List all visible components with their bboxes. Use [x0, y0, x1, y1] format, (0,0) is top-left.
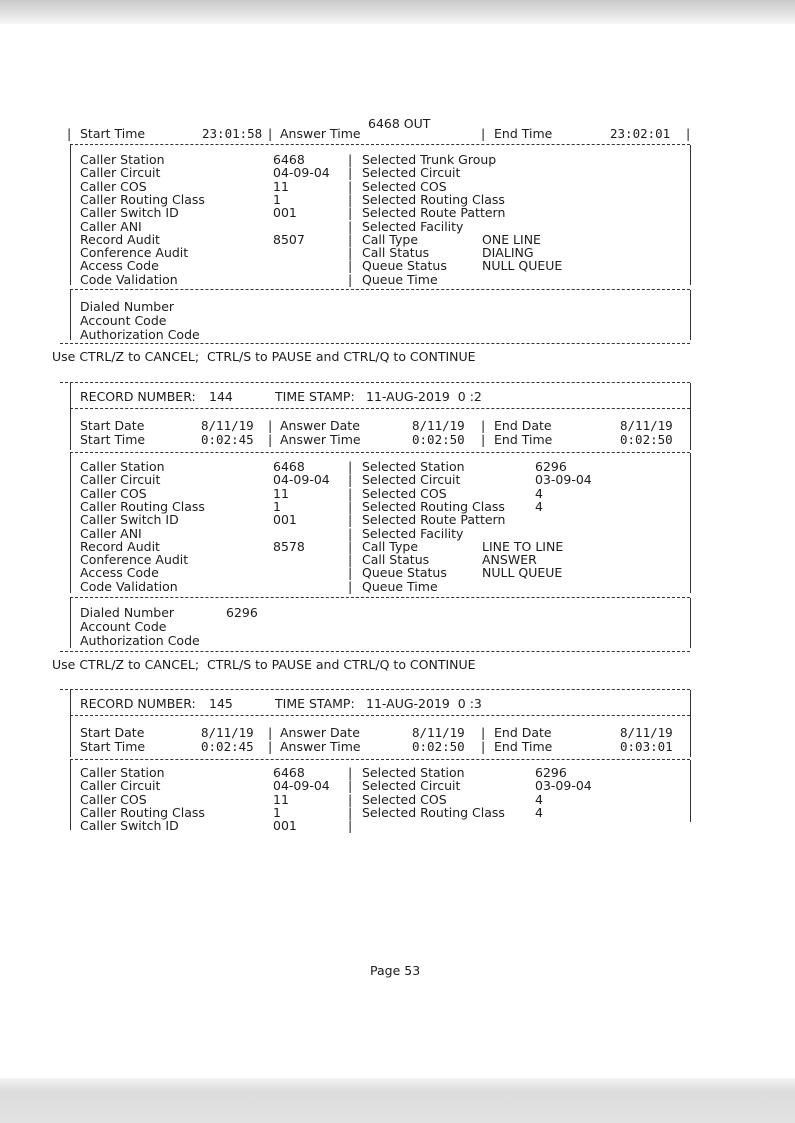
selected-field-label: Queue Time — [362, 578, 438, 594]
start-time-label: Start Time — [80, 739, 146, 754]
column-divider: | — [348, 778, 353, 794]
dashed-rule — [60, 651, 690, 652]
selected-field-value: 4 — [535, 485, 543, 501]
row-pipe: | — [268, 725, 273, 740]
column-divider: | — [348, 178, 353, 194]
selected-field-label: Call Type — [362, 538, 419, 554]
row-pipe: | — [481, 418, 486, 433]
selected-field-value: 4 — [535, 498, 543, 514]
authorization-code-label: Authorization Code — [80, 633, 200, 648]
selected-field-value: 4 — [535, 791, 543, 807]
column-divider: | — [348, 538, 353, 554]
start-time-value: 0:02:45 — [201, 432, 254, 447]
time-stamp-value: 11-AUG-2019 0 :2 — [366, 389, 482, 404]
row-pipe: | — [268, 432, 273, 447]
selected-field-value: ONE LINE — [482, 231, 541, 247]
caller-field-label: Caller COS — [80, 791, 147, 807]
record-heading: 6468 OUT — [368, 116, 431, 131]
row-pipe: | — [268, 418, 273, 433]
account-code-label: Account Code — [80, 313, 167, 328]
selected-field-label: Selected Routing Class — [362, 191, 505, 207]
field-row — [0, 273, 795, 287]
caller-field-label: Caller ANI — [80, 218, 142, 234]
control-prompt: Use CTRL/Z to CANCEL; CTRL/S to PAUSE and CTRL/Q to CONTINUE — [52, 349, 476, 364]
caller-field-label: Conference Audit — [80, 245, 189, 261]
row-pipe: | — [686, 126, 691, 141]
answer-date-value: 8/11/19 — [412, 725, 465, 740]
caller-field-value: 11 — [273, 791, 289, 807]
column-divider: | — [348, 245, 353, 261]
left-border — [70, 723, 71, 757]
control-prompt: Use CTRL/Z to CANCEL; CTRL/S to PAUSE and CTRL/Q to CONTINUE — [52, 657, 476, 672]
time-stamp-label: TIME STAMP: — [275, 389, 355, 404]
answer-date-label: Answer Date — [280, 725, 360, 740]
scan-edge-bottom — [0, 1078, 795, 1123]
dashed-rule — [60, 343, 690, 344]
selected-field-value: DIALING — [482, 245, 534, 261]
column-divider: | — [348, 498, 353, 514]
caller-field-value: 1 — [273, 498, 281, 514]
selected-field-value: 6296 — [535, 765, 567, 780]
caller-field-value: 1 — [273, 804, 281, 820]
column-divider: | — [348, 578, 353, 594]
start-date-label: Start Date — [80, 725, 145, 740]
end-date-value: 8/11/19 — [620, 418, 673, 433]
start-time-value: 23:01:58 — [202, 126, 263, 141]
selected-field-label: Selected COS — [362, 791, 447, 807]
row-pipe: | — [268, 126, 273, 141]
caller-field-label: Caller ANI — [80, 525, 142, 541]
column-divider: | — [348, 565, 353, 581]
record-number-label: RECORD NUMBER: — [80, 389, 196, 404]
caller-field-value: 6468 — [273, 152, 305, 167]
selected-field-value: NULL QUEUE — [482, 565, 563, 581]
caller-field-label: Record Audit — [80, 231, 160, 247]
column-divider: | — [348, 205, 353, 221]
start-date-label: Start Date — [80, 418, 145, 433]
selected-field-value: 4 — [535, 804, 543, 820]
end-time-value: 23:02:01 — [610, 126, 671, 141]
caller-field-value: 8507 — [273, 231, 305, 247]
answer-time-label: Answer Time — [280, 432, 361, 447]
answer-time-label: Answer Time — [280, 739, 361, 754]
column-divider: | — [348, 804, 353, 820]
row-pipe: | — [268, 739, 273, 754]
record-number-value: 144 — [209, 389, 233, 404]
selected-field-label: Selected Facility — [362, 525, 464, 541]
answer-time-value: 0:02:50 — [412, 432, 465, 447]
column-divider: | — [348, 271, 353, 287]
caller-field-value: 04-09-04 — [273, 165, 330, 181]
dialed-number-label: Dialed Number — [80, 605, 175, 620]
selected-field-label: Selected Routing Class — [362, 804, 505, 820]
dashed-rule — [70, 452, 690, 453]
selected-field-value: 03-09-04 — [535, 778, 592, 794]
answer-time-label: Answer Time — [280, 126, 361, 141]
caller-field-value: 11 — [273, 485, 289, 501]
caller-field-label: Caller Routing Class — [80, 191, 205, 207]
selected-field-label: Selected Routing Class — [362, 498, 505, 514]
dashed-rule — [70, 408, 690, 409]
dashed-rule — [60, 689, 690, 690]
caller-field-label: Code Validation — [80, 271, 178, 287]
caller-field-value: 001 — [273, 205, 297, 221]
column-divider: | — [348, 512, 353, 528]
caller-field-value: 04-09-04 — [273, 778, 330, 794]
field-row — [0, 580, 795, 594]
dashed-rule — [70, 759, 690, 760]
caller-field-label: Caller Routing Class — [80, 498, 205, 514]
answer-date-value: 8/11/19 — [412, 418, 465, 433]
right-border — [690, 416, 691, 450]
caller-field-label: Caller Station — [80, 152, 165, 167]
record-number-label: RECORD NUMBER: — [80, 696, 196, 711]
column-divider: | — [348, 485, 353, 501]
end-time-label: End Time — [494, 432, 553, 447]
start-time-value: 0:02:45 — [201, 739, 254, 754]
caller-field-value: 001 — [273, 512, 297, 528]
selected-field-label: Selected Trunk Group — [362, 152, 497, 167]
column-divider: | — [348, 258, 353, 274]
selected-field-label: Selected Route Pattern — [362, 512, 506, 528]
selected-field-label: Selected Facility — [362, 218, 464, 234]
selected-field-label: Selected Station — [362, 459, 465, 474]
selected-field-label: Selected COS — [362, 485, 447, 501]
start-date-value: 8/11/19 — [201, 725, 254, 740]
left-border — [70, 290, 71, 340]
right-border — [690, 290, 691, 340]
dashed-rule — [70, 289, 690, 290]
caller-field-label: Code Validation — [80, 578, 178, 594]
column-divider: | — [348, 791, 353, 807]
column-divider: | — [348, 459, 353, 474]
selected-field-label: Selected COS — [362, 178, 447, 194]
caller-field-label: Caller Station — [80, 765, 165, 780]
selected-field-label: Selected Circuit — [362, 778, 461, 794]
column-divider: | — [348, 472, 353, 488]
caller-field-value: 6468 — [273, 765, 305, 780]
caller-field-value: 11 — [273, 178, 289, 194]
caller-field-label: Record Audit — [80, 538, 160, 554]
end-time-label: End Time — [494, 126, 553, 141]
caller-field-label: Caller Switch ID — [80, 205, 179, 221]
selected-field-label: Queue Status — [362, 565, 447, 581]
row-pipe: | — [67, 126, 72, 141]
dialed-number-value: 6296 — [226, 605, 258, 620]
caller-field-label: Caller Circuit — [80, 778, 161, 794]
page-number: Page 53 — [370, 963, 421, 978]
end-time-value: 0:03:01 — [620, 739, 673, 754]
start-time-label: Start Time — [80, 432, 146, 447]
column-divider: | — [348, 231, 353, 247]
caller-field-label: Caller COS — [80, 485, 147, 501]
dialed-number-label: Dialed Number — [80, 299, 175, 314]
caller-field-label: Caller Routing Class — [80, 804, 205, 820]
column-divider: | — [348, 191, 353, 207]
column-divider: | — [348, 552, 353, 568]
selected-field-label: Selected Station — [362, 765, 465, 780]
left-border — [70, 416, 71, 450]
caller-field-value: 001 — [273, 818, 297, 834]
row-pipe: | — [481, 432, 486, 447]
caller-field-value: 8578 — [273, 538, 305, 554]
selected-field-value: 03-09-04 — [535, 472, 592, 488]
caller-field-label: Caller Circuit — [80, 165, 161, 181]
end-time-value: 0:02:50 — [620, 432, 673, 447]
column-divider: | — [348, 525, 353, 541]
row-pipe: | — [481, 725, 486, 740]
dashed-rule — [70, 144, 690, 145]
end-date-value: 8/11/19 — [620, 725, 673, 740]
start-date-value: 8/11/19 — [201, 418, 254, 433]
selected-field-label: Selected Route Pattern — [362, 205, 506, 221]
caller-field-label: Caller COS — [80, 178, 147, 194]
dashed-rule — [70, 715, 690, 716]
selected-field-label: Selected Circuit — [362, 165, 461, 181]
caller-field-label: Caller Station — [80, 459, 165, 474]
column-divider: | — [348, 152, 353, 167]
caller-field-label: Access Code — [80, 258, 159, 274]
selected-field-label: Selected Circuit — [362, 472, 461, 488]
selected-field-value: 6296 — [535, 459, 567, 474]
time-stamp-value: 11-AUG-2019 0 :3 — [366, 696, 482, 711]
caller-field-label: Access Code — [80, 565, 159, 581]
selected-field-value: ANSWER — [482, 552, 537, 568]
caller-field-value: 04-09-04 — [273, 472, 330, 488]
right-border — [690, 723, 691, 757]
end-time-label: End Time — [494, 739, 553, 754]
scan-edge-top — [0, 0, 795, 24]
selected-field-value: NULL QUEUE — [482, 258, 563, 274]
left-border — [70, 598, 71, 648]
caller-field-label: Caller Circuit — [80, 472, 161, 488]
selected-field-label: Call Status — [362, 552, 430, 568]
column-divider: | — [348, 165, 353, 181]
end-date-label: End Date — [494, 418, 552, 433]
dashed-rule — [70, 597, 690, 598]
authorization-code-label: Authorization Code — [80, 327, 200, 342]
selected-field-label: Call Type — [362, 231, 419, 247]
selected-field-value: LINE TO LINE — [482, 538, 564, 554]
account-code-label: Account Code — [80, 619, 167, 634]
end-date-label: End Date — [494, 725, 552, 740]
caller-field-value: 6468 — [273, 459, 305, 474]
row-pipe: | — [481, 126, 486, 141]
record-number-value: 145 — [209, 696, 233, 711]
column-divider: | — [348, 818, 353, 834]
row-pipe: | — [481, 739, 486, 754]
column-divider: | — [348, 218, 353, 234]
answer-time-value: 0:02:50 — [412, 739, 465, 754]
column-divider: | — [348, 765, 353, 780]
field-row — [0, 819, 795, 833]
dashed-rule — [60, 382, 690, 383]
selected-field-label: Queue Time — [362, 271, 438, 287]
selected-field-label: Call Status — [362, 245, 430, 261]
time-stamp-label: TIME STAMP: — [275, 696, 355, 711]
answer-date-label: Answer Date — [280, 418, 360, 433]
caller-field-label: Conference Audit — [80, 552, 189, 568]
caller-field-label: Caller Switch ID — [80, 818, 179, 834]
right-border — [690, 598, 691, 648]
start-time-label: Start Time — [80, 126, 146, 141]
selected-field-label: Queue Status — [362, 258, 447, 274]
caller-field-value: 1 — [273, 191, 281, 207]
caller-field-label: Caller Switch ID — [80, 512, 179, 528]
